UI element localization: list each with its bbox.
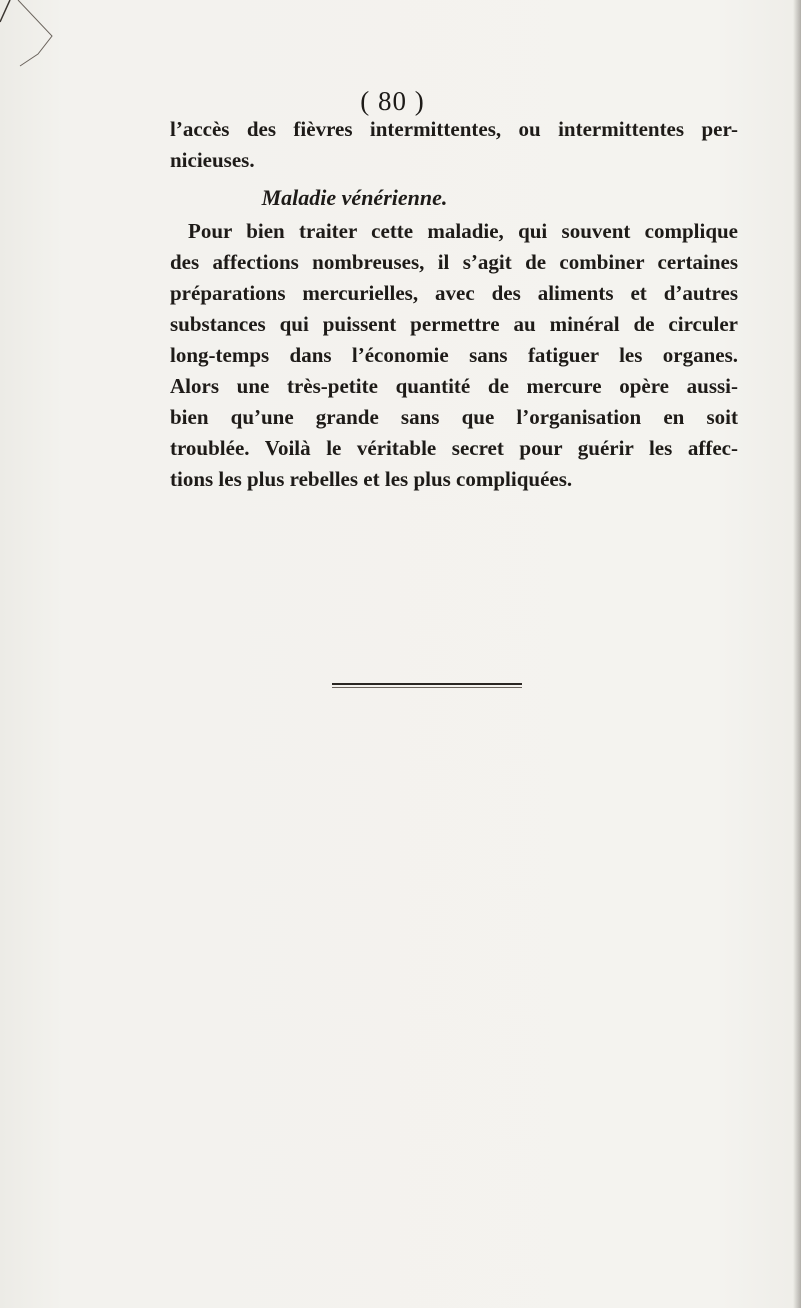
text-line: troublée. Voilà le véritable secret pour guérir les affec- xyxy=(170,436,738,460)
text-line: Alors une très-petite quantité de mercure opère aussi- xyxy=(170,374,738,398)
text-line: l’accès des fièvres intermittentes, ou intermittentes per- xyxy=(170,117,738,141)
section-heading-text: Maladie vénérienne. xyxy=(261,185,448,210)
torn-corner-mark xyxy=(0,0,90,80)
paragraph-main xyxy=(170,216,738,495)
text-line: substances qui puissent permettre au minéral de circuler xyxy=(170,312,738,336)
text-line: des affections nombreuses, il s’agit de combiner certaines xyxy=(170,250,738,274)
end-rule xyxy=(332,683,522,685)
paragraph-continued xyxy=(170,114,738,176)
text-line: nicieuses. xyxy=(170,148,255,172)
text-line: préparations mercurielles, avec des aliments et d’autres xyxy=(170,281,738,305)
text-line: tions les plus rebelles et les plus compliquées. xyxy=(170,467,573,491)
page-number-text: ( 80 ) xyxy=(360,86,425,116)
text-line: long-temps dans l’économie sans fatiguer les organes. xyxy=(170,343,738,367)
section-heading xyxy=(0,185,801,211)
text-line: bien qu’une grande sans que l’organisation en soit xyxy=(170,405,738,429)
text-line: Pour bien traiter cette maladie, qui souvent complique xyxy=(188,219,738,243)
end-rule-thin xyxy=(332,687,522,688)
page-number xyxy=(0,86,801,117)
